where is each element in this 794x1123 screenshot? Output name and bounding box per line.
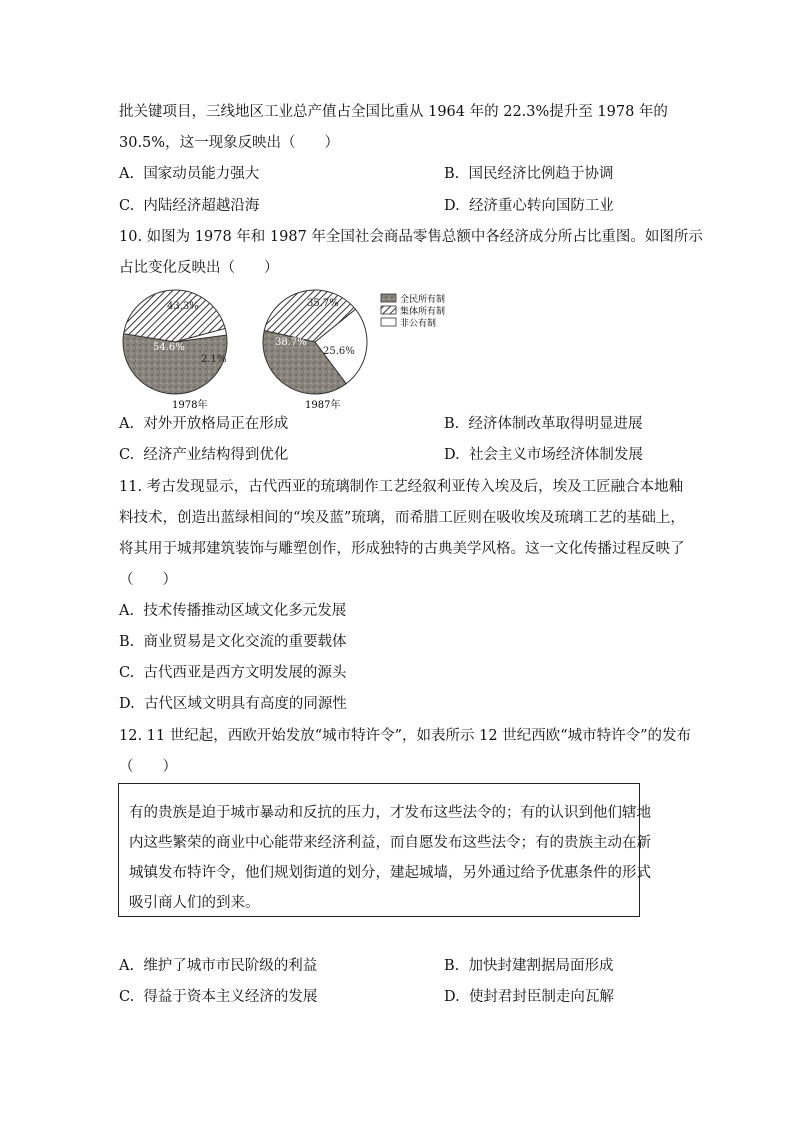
q9-option-b[interactable]: B. 国民经济比例趋于协调 — [444, 166, 614, 182]
q12-box-line4: 吸引商人们的到来。 — [129, 895, 260, 911]
q11-text-line4: （ ） — [119, 572, 177, 588]
pie-1987年-label-1: 35.7% — [307, 298, 339, 309]
pie-1978年-label-1: 43.3% — [167, 301, 199, 312]
q10-option-c[interactable]: C. 经济产业结构得到优化 — [119, 447, 289, 463]
pie-1978年-label-2: 2.1% — [201, 354, 227, 365]
legend-label-collective: 集体所有制 — [400, 307, 446, 317]
pie-1987年-label-2: 25.6% — [323, 346, 355, 357]
q10-option-a[interactable]: A. 对外开放格局正在形成 — [119, 416, 289, 432]
q12-option-b[interactable]: B. 加快封建割据局面形成 — [444, 958, 614, 974]
q10-option-b[interactable]: B. 经济体制改革取得明显进展 — [444, 416, 643, 432]
q11-option-b[interactable]: B. 商业贸易是文化交流的重要载体 — [119, 634, 347, 650]
q9-text-line2: 30.5%，这一现象反映出（ ） — [119, 135, 340, 151]
pie-charts-figure — [115, 284, 485, 412]
q12-text-line1: 12. 11 世纪起，西欧开始发放“城市特许令”，如表所示 12 世纪西欧“城市特许令”的发布 — [119, 728, 692, 744]
q12-box-line3: 城镇发布特许令，他们规划街道的划分，建起城墙，另外通过给予优惠条件的形式 — [129, 865, 651, 881]
legend-swatch-collective — [381, 306, 396, 314]
chart-1987-caption: 1987年 — [305, 400, 341, 411]
q12-box-line2: 内这些繁荣的商业中心能带来经济利益，而自愿发布这些法令；有的贵族主动在新 — [129, 835, 651, 851]
q12-option-a[interactable]: A. 维护了城市市民阶级的利益 — [119, 958, 318, 974]
q11-text-line3: 将其用于城邦建筑装饰与雕塑创作，形成独特的古典美学风格。这一文化传播过程反映了 — [119, 541, 685, 557]
q12-option-c[interactable]: C. 得益于资本主义经济的发展 — [119, 989, 318, 1005]
q10-text-line1: 10. 如图为 1978 年和 1987 年全国社会商品零售总额中各经济成分所占比重图。如图所示 — [119, 229, 703, 245]
q9-option-a[interactable]: A. 国家动员能力强大 — [119, 166, 260, 182]
chart-1978-caption: 1978年 — [172, 400, 208, 411]
q12-quote-box — [118, 783, 651, 917]
chart-legend — [381, 293, 445, 329]
q11-option-d[interactable]: D. 古代区域文明具有高度的同源性 — [119, 696, 347, 712]
pie-1987年-label-0: 38.7% — [275, 337, 307, 348]
q12-option-d[interactable]: D. 使封君封臣制走向瓦解 — [444, 989, 614, 1005]
q12-text-line2: （ ） — [119, 759, 177, 775]
q9-option-d[interactable]: D. 经济重心转向国防工业 — [444, 198, 614, 214]
q11-option-a[interactable]: A. 技术传播推动区域文化多元发展 — [119, 603, 347, 619]
legend-label-private: 非公有制 — [400, 319, 437, 329]
q11-text-line2: 料技术，创造出蓝绿相间的“埃及蓝”琉璃，而希腊工匠则在吸收埃及琉璃工艺的基础上， — [119, 510, 685, 526]
q11-text-line1: 11. 考古发现显示，古代西亚的琉璃制作工艺经叙利亚传入埃及后，埃及工匠融合本地釉 — [119, 479, 684, 495]
q11-option-c[interactable]: C. 古代西亚是西方文明发展的源头 — [119, 665, 347, 681]
legend-label-state: 全民所有制 — [400, 295, 446, 305]
q12-box-line1: 有的贵族是迫于城市暴动和反抗的压力，才发布这些法令的；有的认识到他们辖地 — [129, 805, 651, 821]
legend-swatch-state — [381, 294, 396, 302]
q10-option-d[interactable]: D. 社会主义市场经济体制发展 — [444, 447, 643, 463]
pie-charts-svg — [115, 284, 485, 412]
pie-1978年-label-0: 54.6% — [153, 342, 185, 353]
q10-text-line2: 占比变化反映出（ ） — [119, 260, 279, 276]
q9-option-c[interactable]: C. 内陆经济超越沿海 — [119, 198, 260, 214]
q9-text-line1: 批关键项目，三线地区工业总产值占全国比重从 1964 年的 22.3%提升至 1978 年的 — [119, 104, 668, 120]
legend-swatch-private — [381, 318, 396, 326]
